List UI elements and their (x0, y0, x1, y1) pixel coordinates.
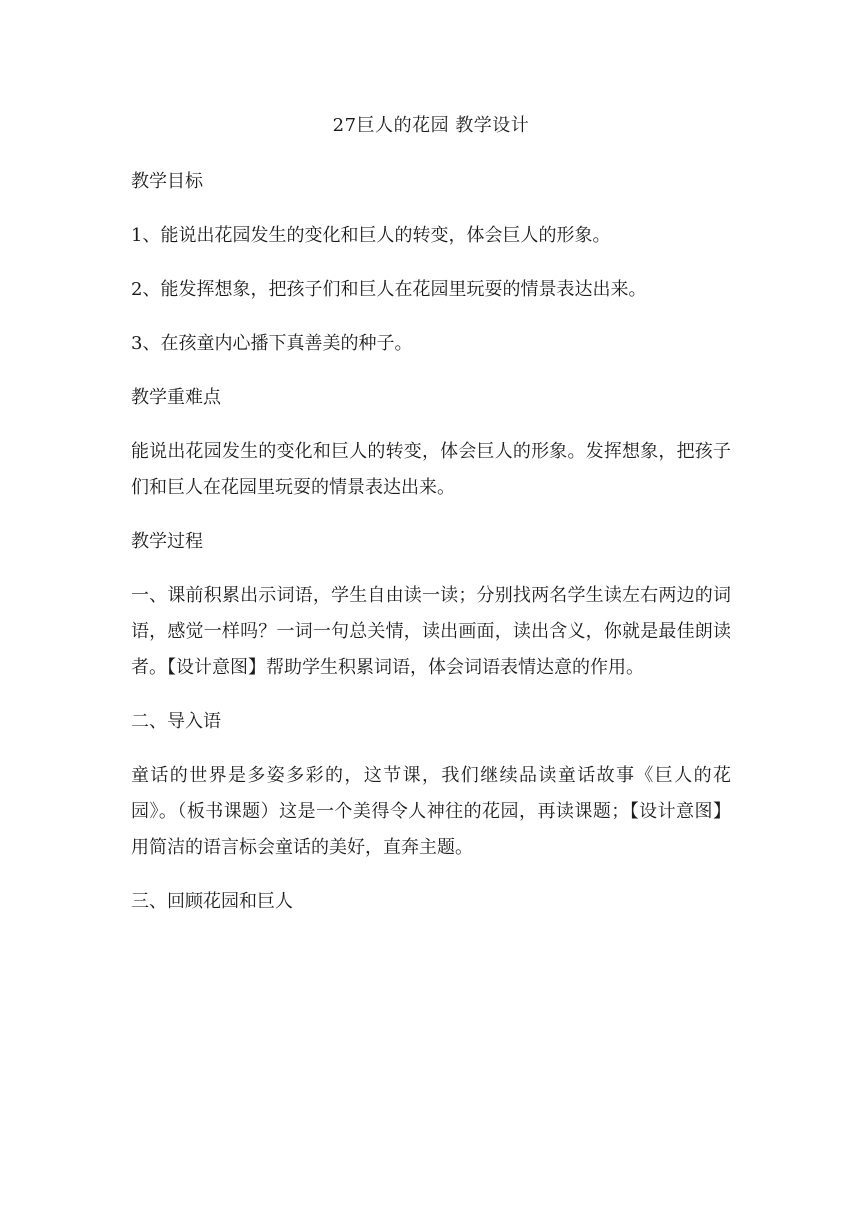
step-2-text: 童话的世界是多姿多彩的，这节课，我们继续品读童话故事《巨人的花园》。（板书课题）这是一个美得令人神往的花园，再读课题；【设计意图】用简洁的语言标会童话的美好，直奔主题。 (131, 765, 731, 858)
document-body (131, 112, 731, 938)
process-heading: 教学过程 (131, 531, 203, 552)
key-points-text: 能说出花园发生的变化和巨人的转变，体会巨人的形象。发挥想象，把孩子们和巨人在花园里玩耍的情景表达出来。 (131, 441, 731, 498)
document-title: 27巨人的花园 教学设计 (332, 115, 530, 136)
step-3-heading: 三、回顾花园和巨人 (131, 891, 293, 912)
step-2-heading: 二、导入语 (131, 711, 221, 732)
step-1-text: 一、课前积累出示词语，学生自由读一读；分别找两名学生读左右两边的词语，感觉一样吗？一词一句总关情，读出画面，读出含义，你就是最佳朗读者。【设计意图】帮助学生积累词语，体会词语表情达意的作用。 (131, 585, 731, 678)
objective-1: 1、能说出花园发生的变化和巨人的转变，体会巨人的形象。 (131, 225, 611, 246)
objectives-heading: 教学目标 (131, 171, 203, 192)
objective-2: 2、能发挥想象，把孩子们和巨人在花园里玩耍的情景表达出来。 (131, 279, 647, 300)
key-points-heading: 教学重难点 (131, 387, 221, 408)
objective-3: 3、在孩童内心播下真善美的种子。 (131, 333, 413, 354)
